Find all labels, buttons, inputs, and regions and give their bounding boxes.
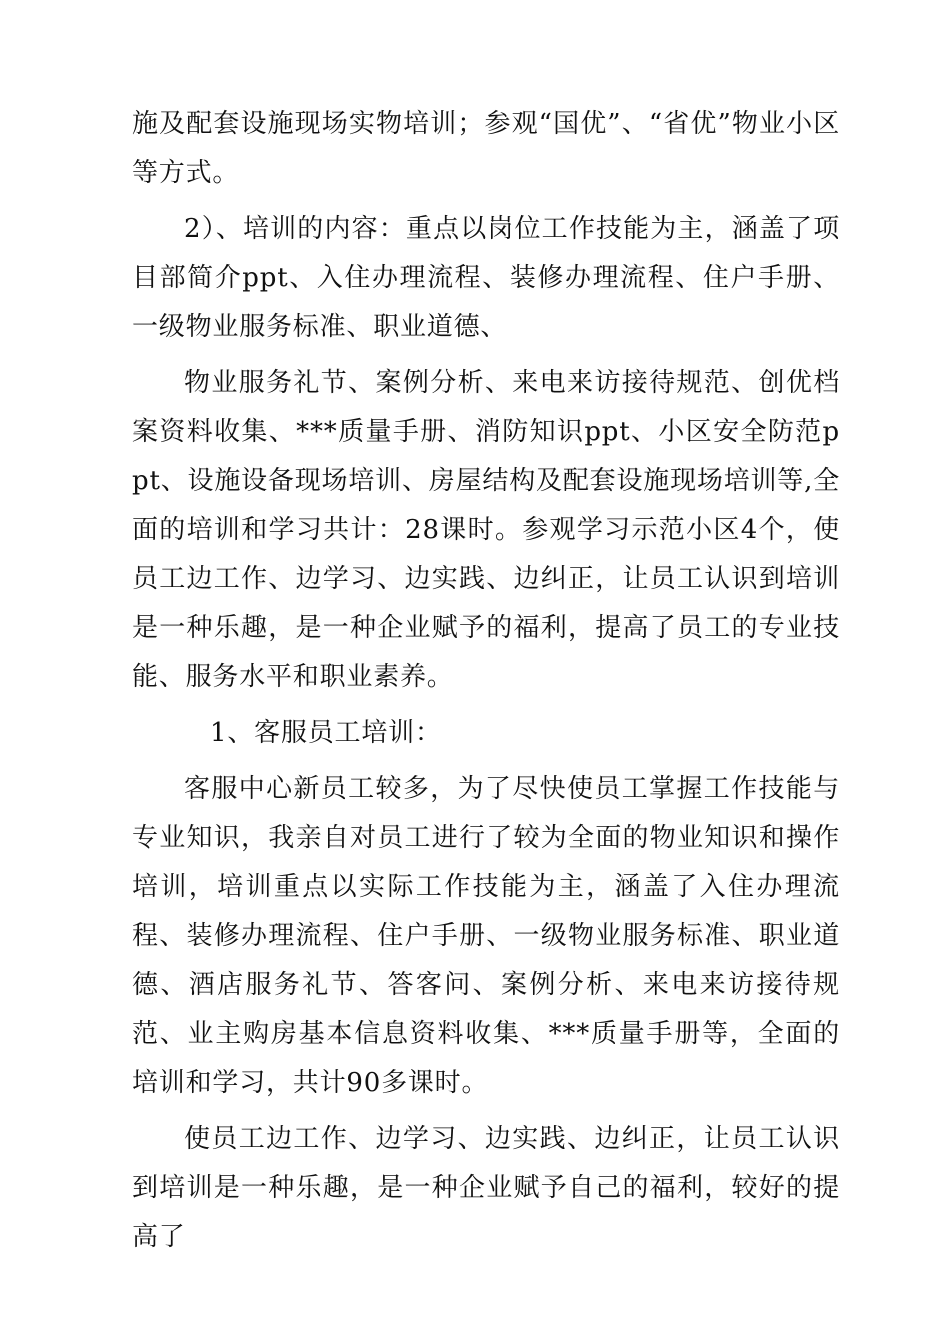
section-heading-customer-service-training: 1、客服员工培训： (210, 718, 442, 748)
paragraph-training-outcome: 使员工边工作、边学习、边实践、边纠正，让员工认识到培训是一种乐趣，是一种企业赋予自己的福利，较好的提高了 (132, 1124, 840, 1252)
paragraph-training-details: 物业服务礼节、案例分析、来电来访接待规范、创优档案资料收集、***质量手册、消防知识ppt、小区安全防范ppt、设施设备现场培训、房屋结构及配套设施现场培训等,全面的培训和学习共计：28课时。参观学习示范小区4个，使员工边工作、边学习、边实践、边纠正，让员工认识到培训是一种乐趣，是一种企业赋予的福利，提高了员工的专业技能、服务水平和职业素养。 (132, 368, 840, 692)
paragraph-training-methods-end: 施及配套设施现场实物培训；参观“国优”、“省优”物业小区等方式。 (132, 109, 840, 188)
document-body (132, 100, 840, 1269)
paragraph-customer-service-training: 客服中心新员工较多，为了尽快使员工掌握工作技能与专业知识，我亲自对员工进行了较为全面的物业知识和操作培训，培训重点以实际工作技能为主，涵盖了入住办理流程、装修办理流程、住户手册、一级物业服务标准、职业道德、酒店服务礼节、答客问、案例分析、来电来访接待规范、业主购房基本信息资料收集、***质量手册等，全面的培训和学习，共计90多课时。 (132, 774, 840, 1098)
paragraph-training-content: 2）、培训的内容：重点以岗位工作技能为主，涵盖了项目部简介ppt、入住办理流程、装修办理流程、住户手册、一级物业服务标准、职业道德、 (132, 214, 840, 342)
